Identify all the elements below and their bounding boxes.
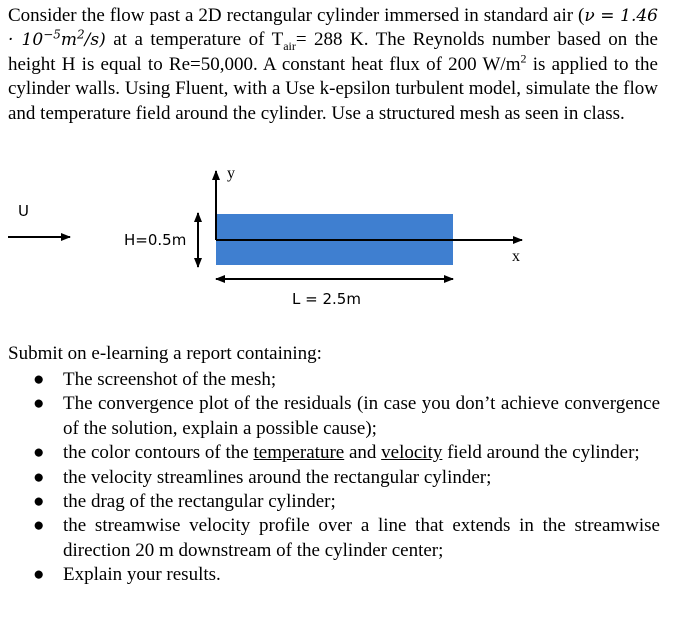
underlined-velocity: velocity bbox=[381, 442, 443, 464]
temperature-subscript: air bbox=[283, 39, 296, 54]
height-label: H=0.5m bbox=[124, 231, 187, 249]
underlined-temperature: temperature bbox=[253, 442, 345, 464]
intro-text-1: Consider the flow past a 2D rectangular cylinder immersed in standard air ( bbox=[8, 5, 585, 26]
u-label: U bbox=[18, 202, 29, 220]
list-item: ● the velocity streamlines around the rectangular cylinder; bbox=[0, 466, 660, 490]
bullet-icon: ● bbox=[33, 491, 45, 513]
list-item: ● the drag of the rectangular cylinder; bbox=[0, 490, 660, 514]
intro-text-2: at a temperature of T bbox=[105, 29, 284, 51]
bullet-icon: ● bbox=[33, 564, 45, 586]
cylinder-diagram bbox=[0, 165, 682, 315]
y-axis-label: y bbox=[227, 165, 235, 182]
bullet-icon: ● bbox=[33, 466, 45, 488]
list-item: ● The screenshot of the mesh; bbox=[0, 368, 660, 392]
problem-statement bbox=[8, 4, 658, 126]
bullet-icon: ● bbox=[33, 393, 45, 415]
list-item: ● The convergence plot of the residuals (in case you don’t achieve convergence of the solution, explain a possible cause); bbox=[33, 393, 660, 439]
list-item: ● Explain your results. bbox=[0, 563, 660, 587]
bullet-icon: ● bbox=[33, 369, 45, 390]
x-axis-label: x bbox=[512, 248, 520, 265]
bullet-icon: ● bbox=[33, 515, 45, 537]
length-label: L = 2.5m bbox=[292, 290, 361, 308]
report-items-list bbox=[0, 368, 660, 588]
intro-text-4: is applied to the cylinder walls. Using Fluent, with a Use k-epsilon turbulent model, simulate the flow and temperature field around the cylinder. Use a structured mesh as seen in class. bbox=[8, 53, 658, 124]
submit-heading: Submit on e-learning a report containing: bbox=[8, 343, 322, 364]
intro-text-3: = 288 K. The Reynolds number based on the height H is equal to Re=50,000. A constant heat flux of 200 W/m bbox=[8, 29, 658, 75]
viscosity-expression: $\nu = 1.46 \cdot 10^{-5}m^2/s$) bbox=[8, 6, 658, 51]
list-item: ● the streamwise velocity profile over a line that extends in the streamwise direction 20 m downstream of the cylinder center; bbox=[33, 515, 660, 561]
list-item: ● the color contours of the temperature and velocity field around the cylinder; bbox=[0, 441, 660, 465]
bullet-icon: ● bbox=[33, 442, 45, 464]
flux-exponent: 2 bbox=[520, 51, 527, 66]
